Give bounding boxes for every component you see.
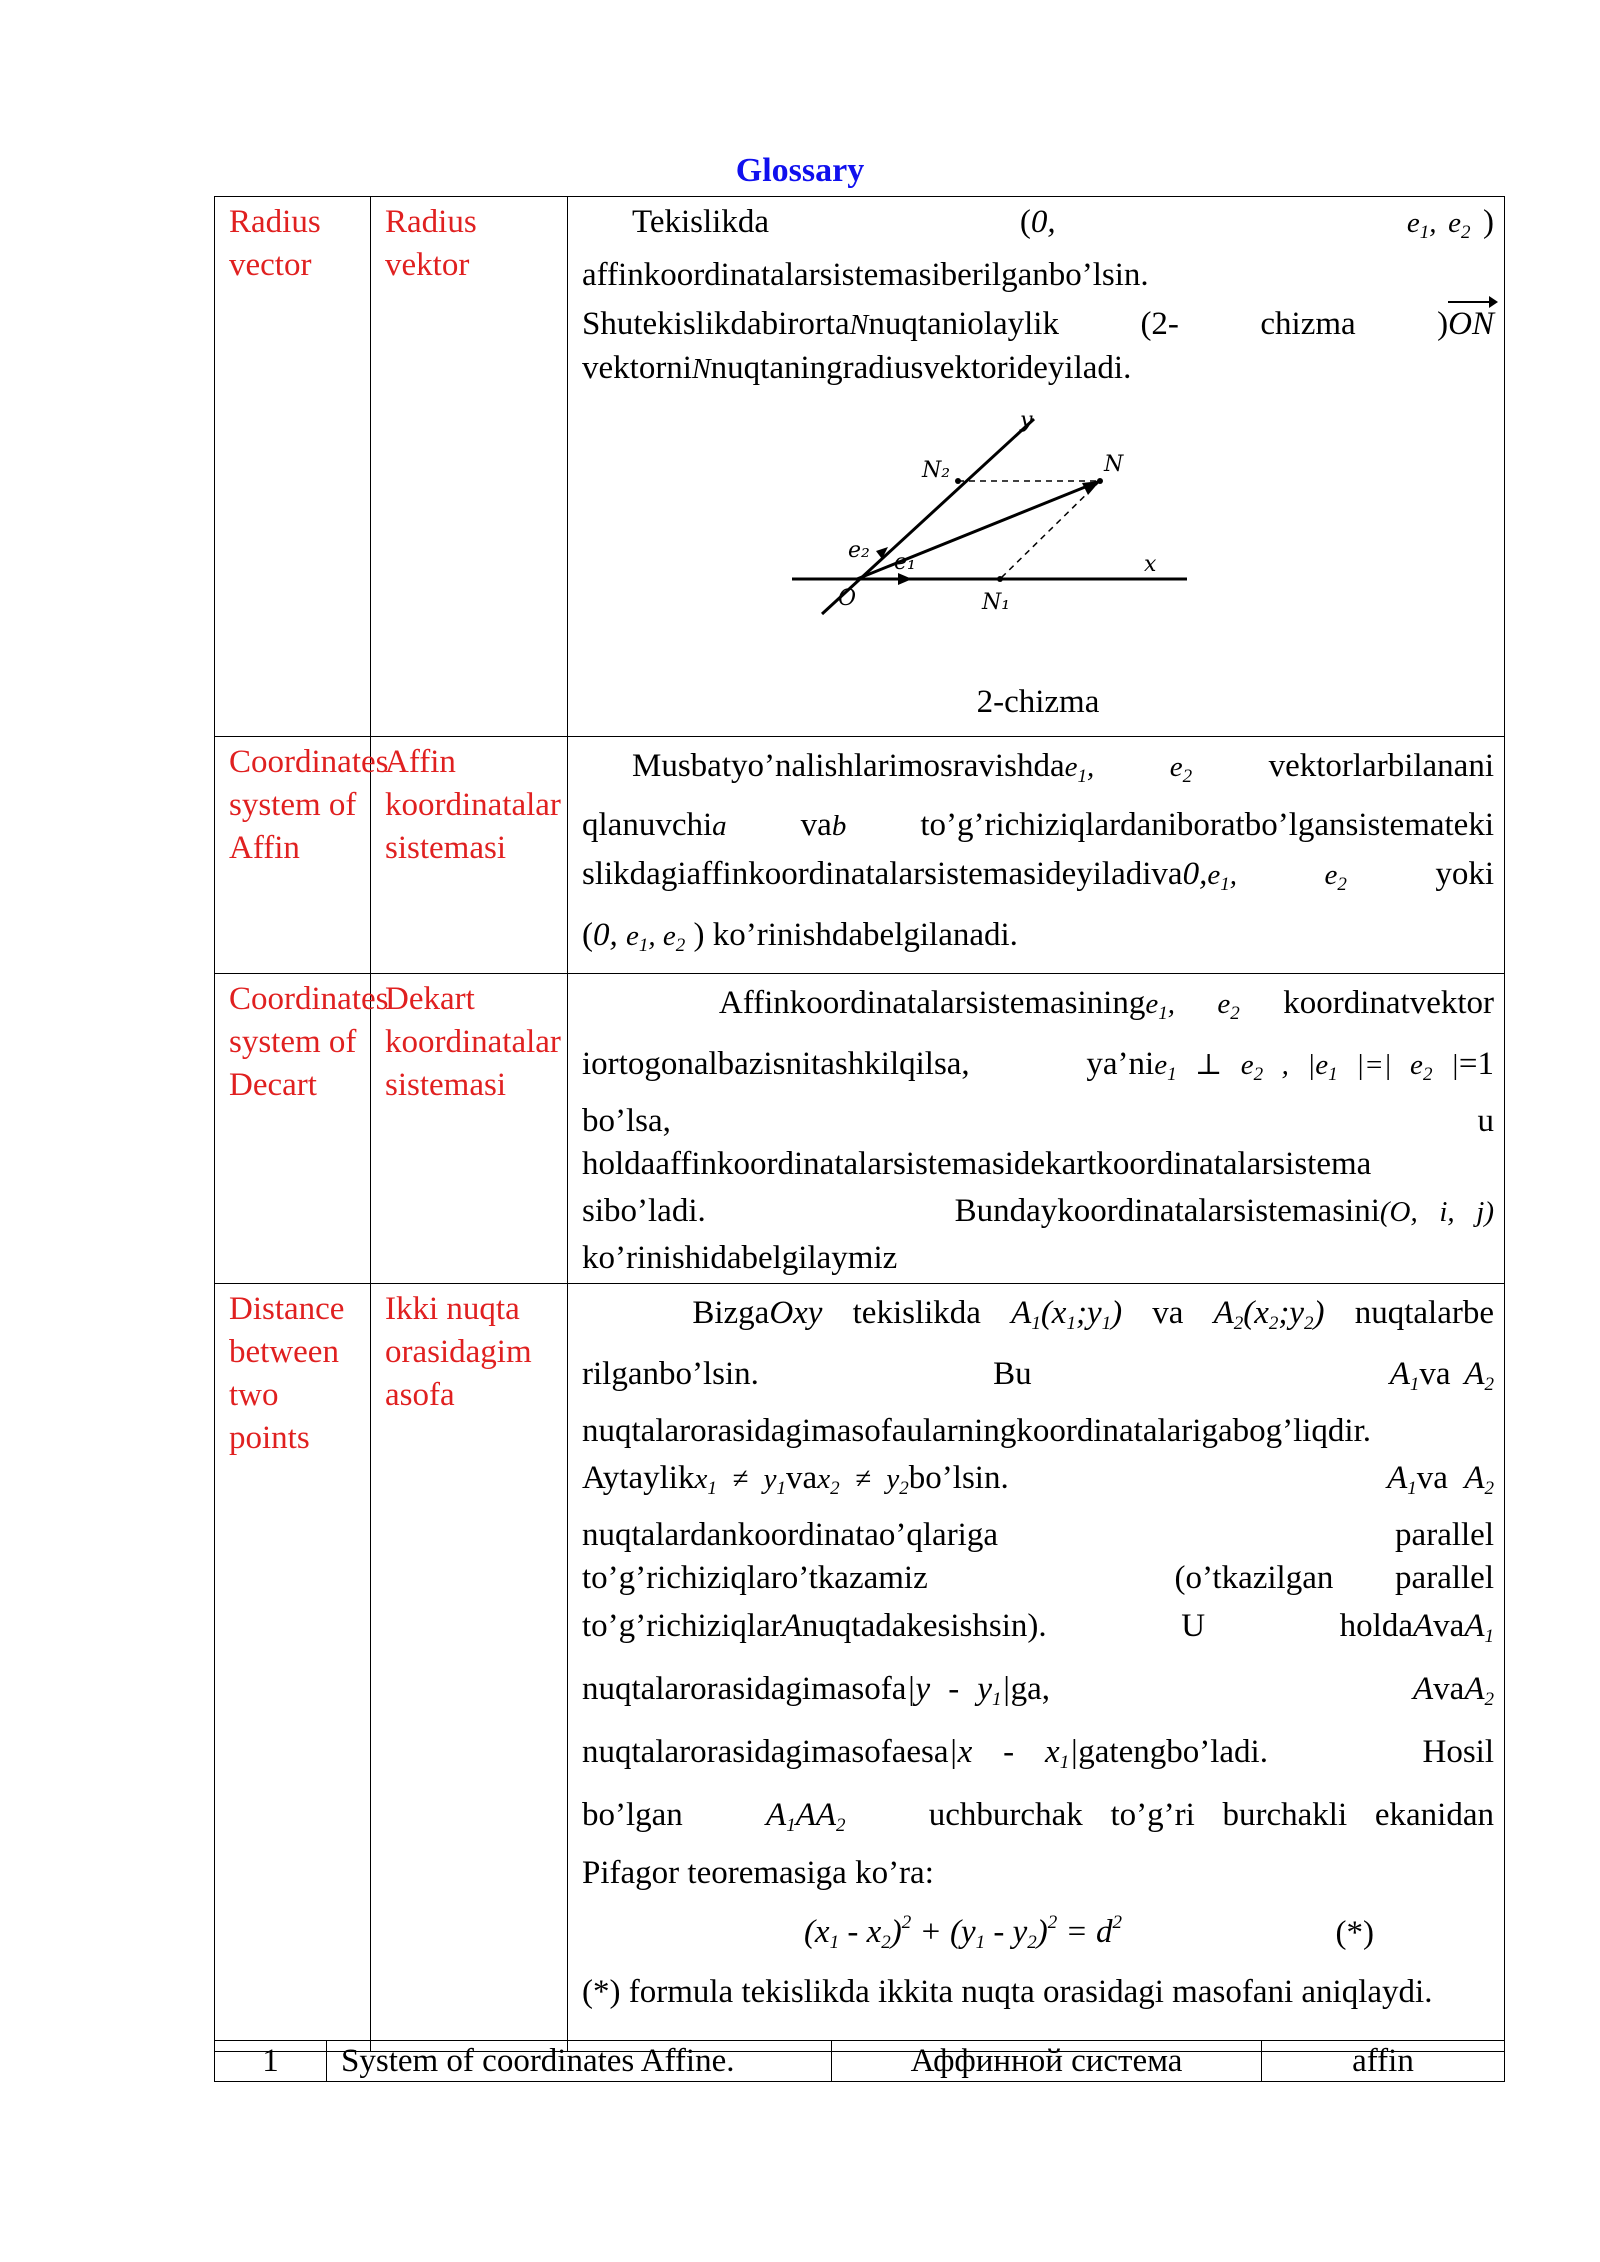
- vocabulary-row: [215, 2041, 1505, 2082]
- term-english: Distance between two points: [215, 1284, 371, 2052]
- term-uzbek: affin: [1262, 2041, 1505, 2082]
- def-line: rilganbo’lsin. Bu $A_1va$ $A_2$: [582, 1356, 1495, 1395]
- definition-distance: [568, 1284, 1505, 2052]
- label-o: O: [838, 586, 857, 611]
- def-line: qlanuvchia vab to’g’richiziqlardaniboratbo’lgansistemateki: [582, 807, 1494, 843]
- def-line: Tekislikda (0, $e_1$, $e_2$ ): [632, 204, 1495, 243]
- def-line: Pifagor teoremasiga ko’ra:: [582, 1855, 934, 1891]
- label-n1: N₁: [982, 590, 1011, 615]
- def-line: holdaaffinkoordinatalarsistemasidekartkoordinatalarsistema: [582, 1146, 1372, 1182]
- def-line: $slikdagiaffinkoordinatalarsistemasideyiladiva0,e_1$, $e_2$ yoki: [582, 856, 1495, 895]
- formula-tag: (*): [1335, 1915, 1374, 1951]
- term-uzbek: Dekart koordinatalar sistemasi: [371, 974, 568, 1284]
- figure-caption: 2-chizma: [976, 684, 1100, 720]
- def-line: nuqtalardankoordinatao’qlariga parallel: [582, 1517, 1494, 1553]
- term-russian: Аффинной система: [832, 2041, 1262, 2082]
- term-english: Radius vector: [215, 197, 371, 737]
- label-n2: N₂: [922, 458, 951, 483]
- label-x: x: [1144, 552, 1157, 577]
- closing-text: (*) formula tekislikda ikkita nuqta orasidagi masofani aniqlaydi.: [582, 1974, 1433, 2010]
- label-e2: e₂: [848, 538, 870, 563]
- label-e1: e₁: [894, 550, 916, 575]
- def-line: BizgaOxy tekislikda $A_1(x_1;y_1)$ va $A_2(x_2;y_2)$ nuqtalarbe: [632, 1295, 1494, 1334]
- glossary-row-decart: [215, 974, 1505, 1284]
- def-line: to’g’richiziqlarAnuqtadakesishsin). U holdaAvaA$_1$: [582, 1608, 1494, 1647]
- def-line: sibo’ladi. Bundaykoordinatalarsistemasini(O, i, j): [582, 1193, 1494, 1229]
- definition-affin: [568, 737, 1505, 974]
- def-line: to’g’richiziqlaro’tkazamiz (o’tkazilgan parallel: [582, 1560, 1494, 1596]
- term-english: System of coordinates Affine.: [327, 2041, 832, 2082]
- glossary-table: [214, 196, 1505, 2052]
- def-line: bo’lsa, u: [582, 1103, 1494, 1139]
- def-line: bo’lgan $A_1AA_2$ uchburchak to’g’ri burchakli ekanidan: [582, 1797, 1494, 1836]
- term-english: Coordinates system of Decart: [215, 974, 371, 1284]
- def-line: nuqtalarorasidagimasofa|y - $y_1|ga$, AvaA$_2$: [582, 1671, 1494, 1710]
- row-number: 1: [215, 2041, 327, 2082]
- term-uzbek: Radius vektor: [371, 197, 568, 737]
- def-line: ShutekislikdabirortaNnuqtaniolaylik (2- chizma )ON: [582, 303, 1494, 347]
- term-uzbek: Affin koordinatalar sistemasi: [371, 737, 568, 974]
- label-y: y: [1020, 409, 1033, 433]
- figure-radius-vector: [582, 409, 1494, 679]
- vector-on: ON: [1448, 303, 1494, 346]
- glossary-row-affin: [215, 737, 1505, 974]
- term-english: Coordinates system of Affin: [215, 737, 371, 974]
- glossary-row-radius-vector: [215, 197, 1505, 737]
- def-line: Musbatyo’nalishlarimosravishdae$_1$, $e_2$ vektorlarbilanani: [632, 748, 1494, 787]
- def-line: ko’rinishidabelgilaymiz: [582, 1240, 898, 1276]
- page-title: Glossary: [735, 152, 865, 189]
- definition-radius-vector: [568, 197, 1505, 737]
- pythagoras-formula: $(x_1 - x_2)^2 + (y_1 - y_2)^2 = d^2$ (*): [582, 1895, 1494, 1971]
- def-line: nuqtalarorasidagimasofaesa|x - $x_1|gatengbo’ladi$. Hosil: [582, 1734, 1494, 1773]
- term-uzbek: Ikki nuqta orasidagim asofa: [371, 1284, 568, 2052]
- label-n: N: [1104, 452, 1124, 477]
- def-line: Aytaylikx$_1$ ≠ $y_1vax_2$ ≠ $y_2bo’lsin$. $A_1va$ $A_2$: [582, 1460, 1495, 1499]
- def-line: iortogonalbazisnitashkilqilsa, ya’nie$_1$ ⊥ $e_2$ , $|e_1$ |=| $e_2$ |=1: [582, 1046, 1494, 1085]
- def-line: affinkoordinatalarsistemasiberilganbo’lsin.: [582, 257, 1149, 293]
- def-line: Affinkoordinatalarsistemasininge$_1$, $e_2$ koordinatvektor: [632, 985, 1494, 1024]
- glossary-row-distance: [215, 1284, 1505, 2052]
- coordinate-diagram: [782, 409, 1202, 669]
- def-line: (0, $e_1$, $e_2$ ) ko’rinishdabelgilanadi.: [582, 917, 1018, 956]
- def-line: nuqtalarorasidagimasofaularningkoordinatalarigabog’liqdir.: [582, 1413, 1372, 1449]
- definition-decart: [568, 974, 1505, 1284]
- vocabulary-table: [214, 2040, 1505, 2082]
- def-line: vektorniNnuqtaningradiusvektorideyiladi.: [582, 350, 1132, 386]
